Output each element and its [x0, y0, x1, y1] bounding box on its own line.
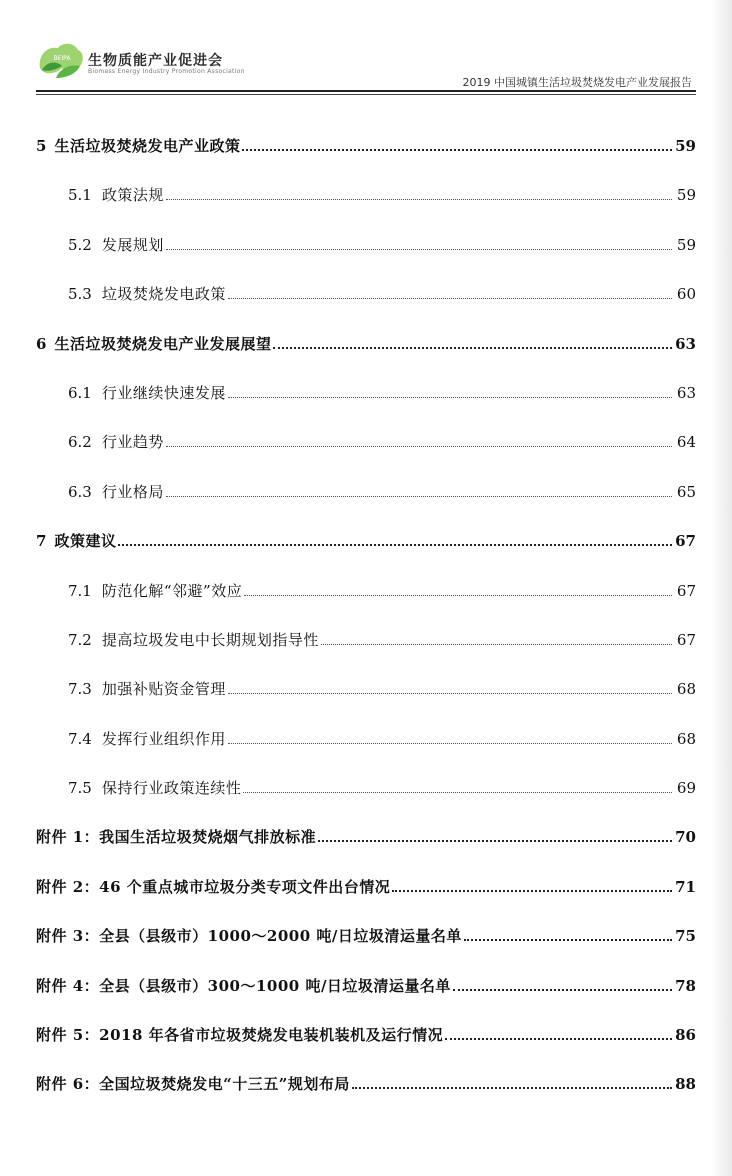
toc-section-entry[interactable] — [36, 626, 696, 675]
toc-entry-title: 附件 3：全县（县级市）1000～2000 吨/日垃圾清运量名单 — [36, 927, 462, 946]
toc-section-entry[interactable] — [36, 181, 696, 230]
organization-name-english: Biomass Energy Industry Promotion Association — [88, 68, 245, 75]
toc-section-entry[interactable] — [36, 774, 696, 823]
toc-entry-title: 生活垃圾焚烧发电产业政策 — [54, 137, 241, 155]
toc-leader-dots — [228, 685, 672, 694]
toc-entry-title: 政策建议 — [54, 532, 117, 551]
toc-entry-number: 5 — [36, 137, 47, 155]
toc-section-entry[interactable] — [36, 725, 696, 774]
toc-leader-dots — [228, 735, 672, 744]
toc-section-entry[interactable] — [36, 577, 696, 626]
toc-section-entry[interactable] — [36, 379, 696, 428]
toc-entry-page: 88 — [675, 1075, 696, 1094]
toc-entry-number: 7.3 — [68, 680, 92, 699]
toc-appendix-entry[interactable] — [36, 823, 696, 872]
page-header — [0, 0, 732, 100]
toc-entry-page: 68 — [676, 729, 696, 748]
logo-text: BEIPA — [53, 55, 71, 62]
toc-entry-page: 59 — [676, 235, 696, 254]
toc-entry-page: 68 — [676, 680, 696, 699]
toc-entry-number: 5.2 — [68, 235, 92, 254]
toc-entry-number: 7.2 — [68, 630, 92, 649]
toc-appendix-entry[interactable] — [36, 972, 696, 1021]
organization-name: 生物质能产业促进会 — [88, 53, 223, 69]
toc-entry-title: 附件 6：全国垃圾焚烧发电“十三五”规划布局 — [36, 1075, 350, 1094]
toc-entry-title: 附件 1：我国生活垃圾焚烧烟气排放标准 — [36, 828, 317, 847]
toc-leader-dots — [321, 636, 672, 645]
toc-entry-title: 政策法规 — [101, 186, 164, 205]
toc-entry-title: 提高垃圾发电中长期规划指导性 — [101, 630, 319, 649]
table-of-contents — [36, 132, 696, 1120]
report-title: 2019 中国城镇生活垃圾焚烧发电产业发展报告 — [462, 76, 692, 89]
toc-entry-number: 5.3 — [68, 285, 92, 304]
toc-leader-dots — [318, 832, 672, 842]
toc-leader-dots — [352, 1079, 672, 1089]
toc-entry-title: 保持行业政策连续性 — [101, 779, 242, 798]
toc-leader-dots — [166, 488, 672, 497]
toc-entry-title: 生活垃圾焚烧发电产业发展展望 — [54, 334, 272, 353]
toc-entry-title: 加强补贴资金管理 — [101, 680, 226, 699]
toc-entry-page: 69 — [676, 779, 696, 798]
toc-leader-dots — [166, 191, 672, 200]
toc-section-entry[interactable] — [36, 428, 696, 477]
header-rule-thick — [36, 90, 696, 92]
toc-entry-number: 7.4 — [68, 729, 92, 748]
organization-logo — [36, 40, 84, 82]
toc-leader-dots — [244, 587, 672, 596]
toc-entry-number: 7.1 — [68, 581, 92, 600]
toc-appendix-entry[interactable] — [36, 873, 696, 922]
toc-leader-dots — [445, 1030, 672, 1040]
toc-appendix-entry[interactable] — [36, 922, 696, 971]
toc-entry-title: 附件 5：2018 年各省市垃圾焚烧发电装机装机及运行情况 — [36, 1026, 444, 1045]
toc-entry-page: 59 — [675, 137, 696, 155]
toc-entry-title: 发展规划 — [101, 235, 164, 254]
toc-entry-page: 67 — [675, 532, 696, 551]
toc-leader-dots — [166, 438, 672, 447]
toc-leader-dots — [166, 241, 672, 250]
toc-leader-dots — [228, 389, 672, 398]
toc-entry-number: 7.5 — [68, 779, 92, 798]
toc-entry-page: 60 — [676, 285, 696, 304]
toc-entry-page: 86 — [675, 1026, 696, 1045]
toc-entry-number: 6.2 — [68, 433, 92, 452]
toc-entry-page: 59 — [676, 186, 696, 205]
toc-leader-dots — [392, 882, 672, 892]
toc-leader-dots — [464, 931, 672, 941]
toc-entry-title: 发挥行业组织作用 — [101, 729, 226, 748]
toc-section-entry[interactable] — [36, 675, 696, 724]
toc-entry-page: 67 — [676, 630, 696, 649]
toc-entry-page: 70 — [675, 828, 696, 847]
toc-entry-page: 63 — [675, 334, 696, 353]
toc-entry-page: 64 — [676, 433, 696, 452]
toc-chapter-entry[interactable] — [36, 527, 696, 576]
toc-entry-page: 75 — [675, 927, 696, 946]
toc-appendix-entry[interactable] — [36, 1070, 696, 1119]
toc-leader-dots — [273, 339, 672, 349]
toc-entry-title: 行业继续快速发展 — [101, 383, 226, 402]
toc-leader-dots — [242, 141, 672, 151]
toc-entry-page: 78 — [675, 976, 696, 995]
toc-entry-number: 5.1 — [68, 186, 92, 205]
toc-entry-title: 附件 2：46 个重点城市垃圾分类专项文件出台情况 — [36, 877, 391, 896]
header-rule-thin — [36, 94, 696, 95]
toc-entry-title: 垃圾焚烧发电政策 — [101, 285, 226, 304]
toc-entry-number: 6 — [36, 334, 47, 353]
toc-leader-dots — [243, 784, 672, 793]
toc-entry-number: 6.3 — [68, 482, 92, 501]
toc-entry-title: 行业格局 — [101, 482, 164, 501]
toc-leader-dots — [453, 981, 672, 991]
toc-entry-title: 防范化解“邻避”效应 — [101, 581, 243, 600]
toc-entry-number: 7 — [36, 532, 47, 551]
toc-leader-dots — [118, 536, 672, 546]
toc-entry-page: 65 — [676, 482, 696, 501]
page-edge-shadow — [710, 0, 732, 1176]
toc-section-entry[interactable] — [36, 478, 696, 527]
toc-entry-title: 附件 4：全县（县级市）300～1000 吨/日垃圾清运量名单 — [36, 976, 451, 995]
toc-chapter-entry[interactable] — [36, 330, 696, 379]
toc-appendix-entry[interactable] — [36, 1021, 696, 1070]
toc-entry-page: 63 — [676, 383, 696, 402]
toc-entry-number: 6.1 — [68, 383, 92, 402]
toc-entry-page: 71 — [675, 877, 696, 896]
toc-section-entry[interactable] — [36, 280, 696, 329]
toc-leader-dots — [228, 290, 672, 299]
toc-section-entry[interactable] — [36, 231, 696, 280]
toc-entry-title: 行业趋势 — [101, 433, 164, 452]
toc-chapter-entry[interactable] — [36, 132, 696, 181]
toc-entry-page: 67 — [676, 581, 696, 600]
